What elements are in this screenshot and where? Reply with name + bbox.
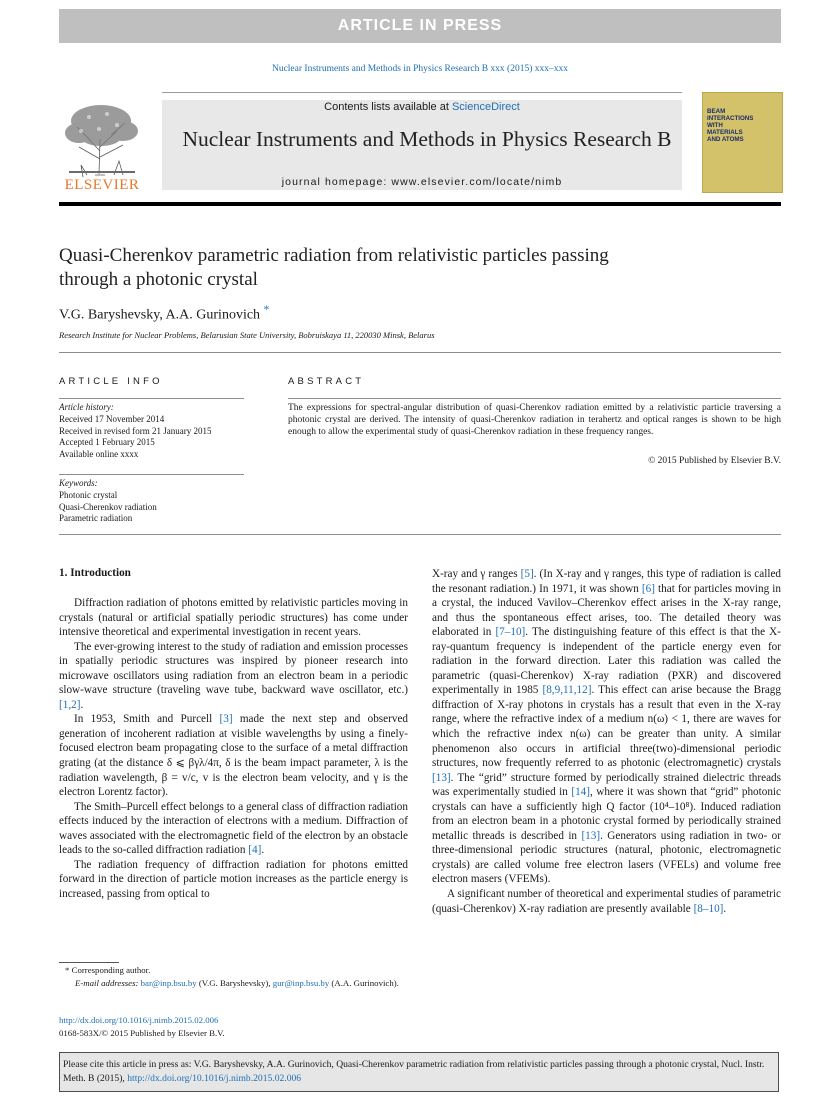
citation-link[interactable]: [4] — [248, 844, 262, 857]
journal-title: Nuclear Instruments and Methods in Physics Research B — [182, 127, 672, 151]
cite-this-article-box — [59, 1052, 779, 1092]
abstract-text: The expressions for spectral-angular distribution of quasi-Cherenkov radiation emitted by a relativistic particle traversing a photonic crystal are derived. The intensity of quasi-Cherenkov radiation in terahertz and optical ranges is shown to be high enough to allow the experimental study of quasi-Cherenkov radiation in these frequency ranges. — [288, 403, 781, 437]
email-link[interactable]: gur@inp.bsu.by — [272, 977, 330, 988]
cover-line: MATERIALS — [707, 129, 743, 136]
history-item: Accepted 1 February 2015 — [59, 437, 155, 448]
journal-homepage[interactable]: journal homepage: www.elsevier.com/locate/nimb — [281, 176, 563, 188]
text-run: . This effect can arise because the Bragg diffraction of X-ray photons in crystals has a result that even in the X-ray range, where the refractive index of a medium n(ω) < 1, there are waves for which the refractive index n(ω) can be greater than unity. A similar phenomenon also occurs in artificial three(two)-dimensional periodic structures, now frequently referred to as photonic (electromagnetic) crystals — [432, 684, 781, 770]
citation-link[interactable]: [7–10] — [495, 626, 526, 639]
paragraph — [432, 887, 781, 916]
citation-link[interactable]: [13] — [432, 771, 451, 784]
citation-link[interactable]: [6] — [641, 582, 655, 595]
title-line: Quasi-Cherenkov parametric radiation from relativistic particles passing — [59, 245, 609, 266]
paragraph: The Smith–Purcell effect belongs to a general class of diffraction radiation effects induced by the interaction of electrons with a medium. Diffraction of waves associated with the electromagnetic field of the electron by an obstacle leads to the so-called diffraction radiation [4]. — [59, 800, 408, 857]
author-names: V.G. Baryshevsky, A.A. Gurinovich — [59, 307, 261, 323]
body-column-left — [59, 596, 408, 901]
cover-line: BEAM — [707, 108, 726, 115]
divider — [59, 352, 781, 353]
corresponding-author-note: * Corresponding author. — [65, 965, 151, 975]
paragraph: Diffraction radiation of photons emitted by relativistic particles moving in crystals (natural or artificial spatially periodic structures) has come under intensive theoretical and experimental investigation in recent years. — [59, 597, 408, 639]
divider — [59, 474, 244, 475]
issn-line: 0168-583X/© 2015 Published by Elsevier B.V. — [59, 1027, 225, 1038]
text-run: made the next step and observed generation of incoherent radiation at visible wavelengths by using a finely-focused electron beam propagating close to the surface of a metal diffraction grating (at the distance δ ⩽ βγλ/4π, δ is the beam impact parameter, λ is the radiation wavelength, β = v/c, v is the electron beam velocity, and γ is the electron Lorentz factor). — [59, 713, 408, 799]
citation-link[interactable]: [1,2] — [59, 698, 81, 711]
journal-citation-link[interactable]: Nuclear Instruments and Methods in Physics Research B xxx (2015) xxx–xxx — [271, 64, 569, 74]
article-title — [59, 244, 759, 292]
email-link[interactable]: bar@inp.bsu.by — [140, 977, 197, 988]
article-in-press-banner: ARTICLE IN PRESS — [59, 9, 781, 43]
citation-link[interactable]: [13] — [581, 829, 601, 842]
contents-prefix: Contents lists available at — [324, 101, 452, 113]
history-item: Available online xxxx — [59, 449, 139, 460]
paragraph — [59, 712, 408, 799]
cover-line: AND ATOMS — [707, 136, 744, 143]
citation-link[interactable]: [5] — [520, 568, 534, 580]
divider — [288, 398, 781, 399]
footnote — [59, 964, 408, 989]
cite-doi-link[interactable]: http://dx.doi.org/10.1016/j.nimb.2015.02.006 — [127, 1073, 302, 1084]
doi-block — [59, 1014, 408, 1039]
contents-line — [162, 101, 682, 113]
section-heading-introduction: 1. Introduction — [59, 567, 131, 579]
text-run: The ever-growing interest to the study of radiation and emission processes in spatially periodic structures was inspired by pioneer research into microwave oscillators using radiation from an electron beam in a periodic slow-wave structure (traveling wave tube, backward wave oscillator, etc.) — [59, 640, 408, 697]
email-owner: (V.G. Baryshevsky), — [198, 977, 271, 988]
divider — [59, 534, 781, 535]
citation-link[interactable]: [8,9,11,12] — [542, 684, 592, 697]
citation-link[interactable]: [14] — [571, 786, 590, 799]
corresponding-author-mark[interactable]: * — [263, 303, 270, 316]
cover-line: INTERACTIONS — [707, 115, 754, 122]
article-history — [59, 402, 249, 461]
citation-link[interactable]: [8–10] — [693, 902, 724, 915]
keyword: Parametric radiation — [59, 513, 133, 524]
title-line: through a photonic crystal — [59, 269, 258, 290]
text-run: , where it was shown that “grid” photonic crystals can have a sufficiently high Q factor (10⁴–10⁸). Induced radiation from an electron beam in a photonic crystal formed by periodically strained metallic threads is described in — [432, 786, 782, 842]
keywords-label: Keywords: — [59, 478, 98, 488]
keyword: Photonic crystal — [59, 489, 118, 500]
text-run: . Generators using radiation in two- or three-dimensional periodic structures (natural, photonic, electromagnetic crystals) are called volume free electron lasers (VFELs) and volume free electron masers (VFEMs). — [432, 829, 781, 886]
body-column-right — [432, 567, 781, 916]
text-run: . The distinguishing feature of this effect is that the X-ray-quantum frequency is independent of the particle energy even for radiation in the forward direction. Later this radiation was called the parametric (quasi-Cherenkov) X-ray radiation (PXR) and discovered experimentally in 1985 — [432, 626, 781, 697]
text-run: . (In X-ray and γ ranges, this type of radiation is called the resonant radiation.) In 1971, it was shown — [432, 568, 782, 595]
paragraph — [432, 567, 781, 887]
paragraph: The radiation frequency of diffraction radiation for photons emitted forward in the direction of particle motion increases as the particle energy is increased, passing from optical to — [59, 858, 408, 900]
text-run: The Smith–Purcell effect belongs to a general class of diffraction radiation effects induced by the interaction of electrons with a medium. Diffraction of waves associated with the electromagnetic field of the electron by an obstacle leads to the so-called diffraction radiation — [59, 800, 408, 857]
history-label: Article history: — [59, 402, 114, 412]
cite-text: Please cite this article in press as: V.G. Baryshevsky, A.A. Gurinovich, Quasi-Cherenkov parametric radiation from relativistic particles passing through a photonic crystal, Nucl. Instr. Meth. B (2015), — [63, 1059, 765, 1084]
cover-line: WITH — [707, 122, 723, 129]
author-list — [59, 303, 269, 324]
journal-cover-title — [707, 108, 777, 143]
text-run: . — [723, 902, 727, 915]
affiliation: Research Institute for Nuclear Problems, Belarusian State University, Bobruiskaya 11, 220030 Minsk, Belarus — [59, 330, 435, 340]
history-item: Received 17 November 2014 — [59, 413, 165, 424]
footnote-rule — [59, 962, 119, 963]
keyword: Quasi-Cherenkov radiation — [59, 501, 157, 512]
masthead-rule — [162, 92, 682, 93]
text-run: X-ray and γ ranges — [432, 568, 521, 580]
email-label: E-mail addresses: — [75, 977, 139, 988]
abstract-heading: ABSTRACT — [288, 376, 365, 387]
doi-link[interactable]: http://dx.doi.org/10.1016/j.nimb.2015.02.006 — [59, 1015, 219, 1025]
sciencedirect-link[interactable]: ScienceDirect — [451, 101, 520, 113]
masthead-bottom-rule — [59, 202, 781, 206]
abstract-copyright: © 2015 Published by Elsevier B.V. — [648, 456, 781, 466]
email-line — [59, 977, 408, 990]
text-run: . The “grid” structure formed by periodically strained dielectric threads was experimentally studied in — [432, 771, 781, 799]
keywords — [59, 478, 249, 525]
text-run: In 1953, Smith and Purcell — [74, 713, 220, 726]
paragraph: The ever-growing interest to the study of radiation and emission processes in spatially periodic structures was inspired by pioneer research into microwave oscillators using radiation from an electron beam in a periodic slow-wave structure (traveling wave tube, backward wave oscillator, etc.) [1,2]. — [59, 640, 408, 711]
divider — [59, 398, 244, 399]
history-item: Received in revised form 21 January 2015 — [59, 425, 212, 436]
text-run: A significant number of theoretical and experimental studies of parametric (quasi-Cherenkov) X-ray radiation are presently available — [432, 888, 781, 915]
article-info-heading: ARTICLE INFO — [59, 376, 163, 387]
citation-link[interactable]: [3] — [219, 713, 233, 726]
email-owner: (A.A. Gurinovich). — [331, 977, 399, 988]
text-run: that for particles moving in a crystal, the induced Vavilov–Cherenkov effect arises in the X-ray range, and thus the spontaneous effect arises, too. The detailed theory was elaborated in — [432, 582, 781, 639]
elsevier-wordmark: ELSEVIER — [64, 177, 140, 193]
